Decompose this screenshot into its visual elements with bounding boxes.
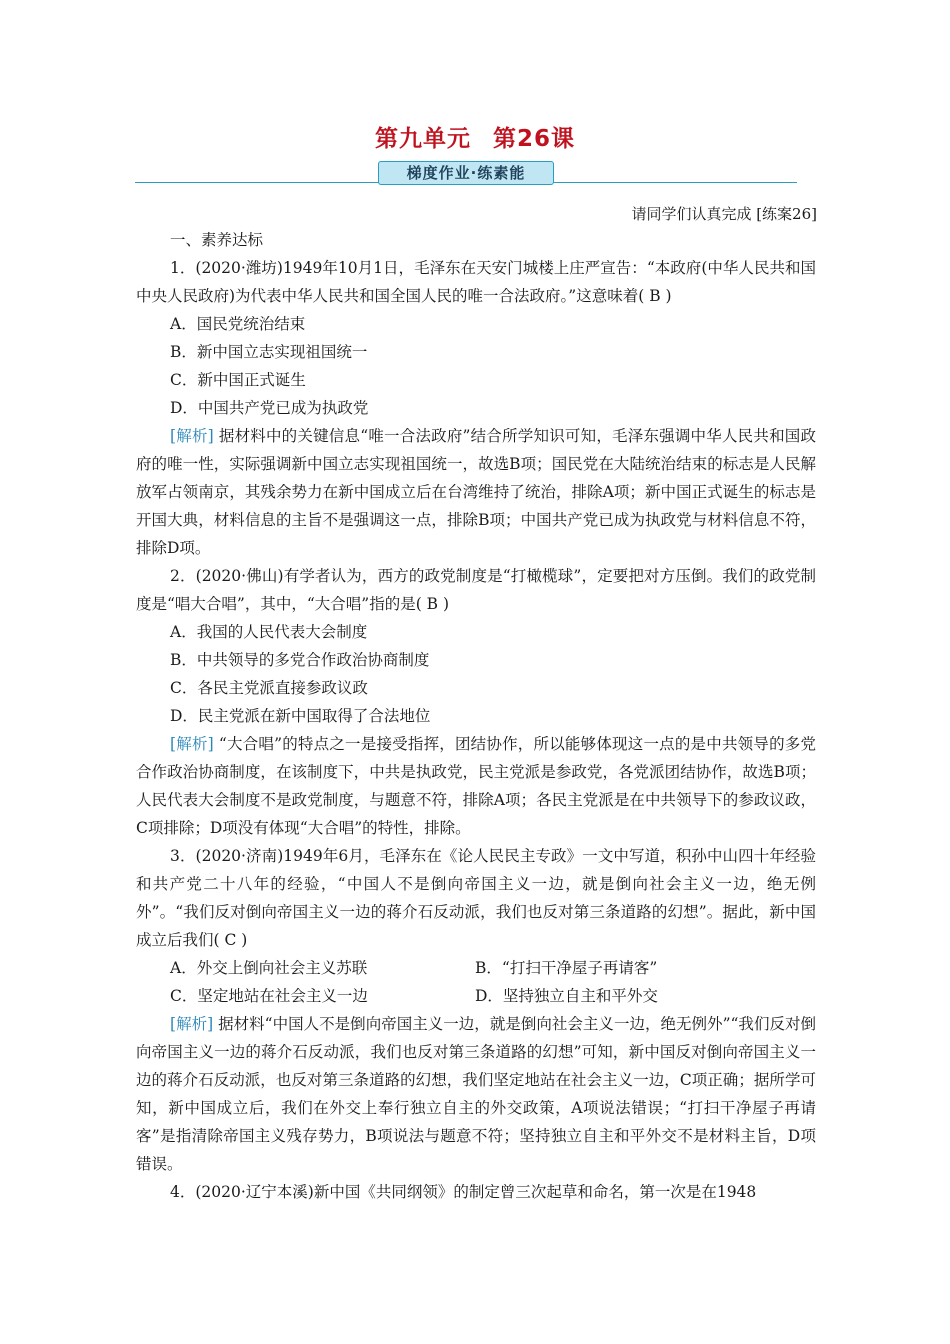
question-3-options-row-1 (136, 954, 816, 982)
question-1-option-c: C．新中国正式诞生 (170, 371, 306, 389)
question-2-stem: 2．(2020·佛山)有学者认为，西方的政党制度是“打橄榄球”，定要把对方压倒。我们的政党制度是“唱大合唱”，其中，“大合唱”指的是( B ) (136, 567, 816, 613)
assignment-note: 请同学们认真完成 [练案26] (631, 205, 817, 223)
question-2-option-a: A．我国的人民代表大会制度 (170, 623, 368, 641)
question-2-analysis (136, 730, 816, 842)
question-2-option-c: C．各民主党派直接参政议政 (170, 679, 368, 697)
question-3-stem: 3．(2020·济南)1949年6月，毛泽东在《论人民民主专政》一文中写道，积孙中山四十年经验和共产党二十八年的经验，“中国人不是倒向帝国主义一边，就是倒向社会主义一边，绝无例外”。“我们反对倒向帝国主义一边的蒋介石反动派，我们也反对第三条道路的幻想”。据此，新中国成立后我们( C ) (136, 847, 816, 949)
lesson-title: 第26课 (492, 126, 575, 152)
question-3-options-row-2 (136, 982, 816, 1010)
analysis-text: 据材料“中国人不是倒向帝国主义一边，就是倒向社会主义一边，绝无例外”“我们反对倒向帝国主义一边的蒋介石反动派，我们也反对第三条道路的幻想”可知，新中国反对倒向帝国主义一边的蒋介石反动派，也反对第三条道路的幻想，我们坚定地站在社会主义一边，C项正确；据所学可知，新中国成立后，我们在外交上奉行独立自主的外交政策，A项说法错误；“打扫干净屋子再请客”是指清除帝国主义残存势力，B项说法与题意不符；坚持独立自主和平外交不是材料主旨，D项错误。 (136, 1015, 816, 1173)
question-1-option-a: A．国民党统治结束 (170, 315, 306, 333)
question-3-analysis (136, 1010, 816, 1178)
question-1-stem: 1．(2020·潍坊)1949年10月1日，毛泽东在天安门城楼上庄严宣告：“本政府(中华人民共和国中央人民政府)为代表中华人民共和国全国人民的唯一合法政府。”这意味着( B ) (136, 259, 816, 305)
page-title (0, 120, 950, 153)
section-heading: 一、素养达标 (170, 231, 264, 249)
question-1-option-d: D．中国共产党已成为执政党 (170, 399, 369, 417)
banner-area (0, 160, 950, 190)
unit-title: 第九单元 (374, 126, 471, 152)
question-3-option-c: C．坚定地站在社会主义一边 (170, 987, 368, 1005)
section-banner: 梯度作业·练素能 (378, 161, 554, 185)
question-3-option-a: A．外交上倒向社会主义苏联 (170, 959, 368, 977)
question-2-option-d: D．民主党派在新中国取得了合法地位 (170, 707, 431, 725)
analysis-text: 据材料中的关键信息“唯一合法政府”结合所学知识可知，毛泽东强调中华人民共和国政府的唯一性，实际强调新中国立志实现祖国统一，故选B项；国民党在大陆统治结束的标志是人民解放军占领南京，其残余势力在新中国成立后在台湾维持了统治，排除A项；新中国正式诞生的标志是开国大典，材料信息的主旨不是强调这一点，排除B项；中国共产党已成为执政党与材料信息不符，排除D项。 (136, 427, 816, 557)
analysis-tag: [解析] (170, 735, 214, 753)
question-1-option-b: B．新中国立志实现祖国统一 (170, 343, 368, 361)
document-body (136, 226, 816, 1206)
question-4-stem: 4．(2020·辽宁本溪)新中国《共同纲领》的制定曾三次起草和命名，第一次是在1948 (170, 1183, 757, 1201)
question-3-option-d: D．坚持独立自主和平外交 (475, 987, 658, 1005)
analysis-tag: [解析] (170, 1015, 214, 1033)
question-2-option-b: B．中共领导的多党合作政治协商制度 (170, 651, 430, 669)
question-3-option-b: B．“打扫干净屋子再请客” (475, 959, 658, 977)
analysis-text: “大合唱”的特点之一是接受指挥，团结协作，所以能够体现这一点的是中共领导的多党合作政治协商制度，在该制度下，中共是执政党，民主党派是参政党，各党派团结协作，故选B项；人民代表大会制度不是政党制度，与题意不符，排除A项；各民主党派是在中共领导下的参政议政，C项排除；D项没有体现“大合唱”的特性，排除。 (136, 735, 816, 837)
analysis-tag: [解析] (170, 427, 214, 445)
question-1-analysis (136, 422, 816, 562)
